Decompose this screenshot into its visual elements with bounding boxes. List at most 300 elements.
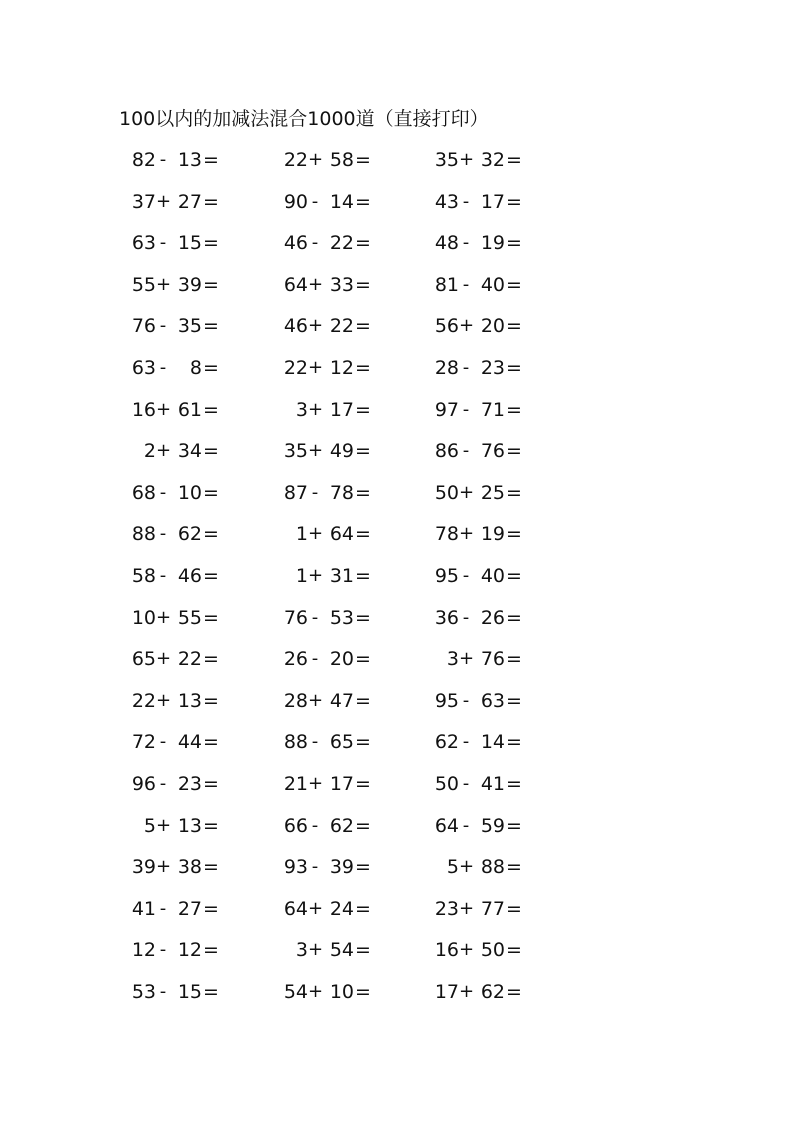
equals-sign: =: [203, 606, 219, 629]
arithmetic-problem: [266, 975, 416, 1009]
equals-sign: =: [203, 897, 219, 920]
second-operand: 59: [480, 814, 505, 837]
arithmetic-problem: [114, 143, 264, 177]
second-operand: 19: [480, 523, 505, 546]
second-operand: 17: [329, 398, 354, 421]
first-operand: 17: [434, 980, 459, 1003]
arithmetic-problem: [266, 559, 416, 593]
operator-sign: -: [311, 481, 319, 503]
equals-sign: =: [506, 856, 522, 879]
second-operand: 27: [177, 190, 202, 213]
first-operand: 48: [434, 232, 459, 255]
operator-sign: -: [462, 232, 470, 254]
equals-sign: =: [203, 315, 219, 338]
operator-sign: -: [462, 731, 470, 753]
arithmetic-problem: [114, 767, 264, 801]
second-operand: 33: [329, 273, 354, 296]
first-operand: 76: [283, 606, 308, 629]
operator-sign: +: [156, 606, 172, 628]
second-operand: 20: [480, 315, 505, 338]
arithmetic-problem: [266, 351, 416, 385]
first-operand: 22: [131, 689, 156, 712]
first-operand: 1: [295, 564, 308, 587]
operator-sign: -: [159, 149, 167, 170]
arithmetic-problem: [266, 476, 416, 510]
second-operand: 39: [177, 273, 202, 296]
arithmetic-problem: [417, 185, 567, 219]
equals-sign: =: [506, 939, 522, 962]
second-operand: 76: [480, 440, 505, 463]
problem-row: [114, 309, 534, 351]
equals-sign: =: [203, 232, 219, 255]
arithmetic-problem: [114, 684, 264, 718]
first-operand: 5: [143, 814, 156, 837]
arithmetic-problem: [114, 434, 264, 468]
arithmetic-problem: [417, 309, 567, 343]
first-operand: 54: [283, 980, 308, 1003]
second-operand: 27: [177, 897, 202, 920]
second-operand: 41: [480, 772, 505, 795]
first-operand: 41: [131, 897, 156, 920]
second-operand: 46: [177, 564, 202, 587]
operator-sign: -: [462, 564, 470, 586]
arithmetic-problem: [417, 559, 567, 593]
equals-sign: =: [355, 149, 371, 171]
first-operand: 35: [434, 149, 459, 171]
equals-sign: =: [355, 689, 371, 712]
operator-sign: -: [159, 939, 167, 961]
equals-sign: =: [506, 772, 522, 795]
equals-sign: =: [355, 731, 371, 754]
first-operand: 5: [446, 856, 459, 879]
first-operand: 63: [131, 356, 156, 379]
second-operand: 22: [329, 315, 354, 338]
equals-sign: =: [355, 481, 371, 504]
arithmetic-problem: [266, 309, 416, 343]
second-operand: 65: [329, 731, 354, 754]
second-operand: 13: [177, 814, 202, 837]
first-operand: 37: [131, 190, 156, 213]
first-operand: 28: [283, 689, 308, 712]
equals-sign: =: [355, 897, 371, 920]
equals-sign: =: [506, 440, 522, 463]
arithmetic-problem: [417, 226, 567, 260]
equals-sign: =: [355, 523, 371, 546]
equals-sign: =: [506, 481, 522, 504]
first-operand: 65: [131, 648, 156, 671]
problem-row: [114, 850, 534, 892]
operator-sign: +: [308, 523, 324, 545]
operator-sign: +: [308, 356, 324, 378]
equals-sign: =: [355, 440, 371, 463]
operator-sign: +: [156, 648, 172, 670]
equals-sign: =: [203, 440, 219, 463]
second-operand: 12: [177, 939, 202, 962]
operator-sign: +: [459, 980, 475, 1002]
arithmetic-problem: [417, 434, 567, 468]
problem-row: [114, 143, 534, 185]
equals-sign: =: [203, 149, 219, 171]
second-operand: 47: [329, 689, 354, 712]
arithmetic-problem: [266, 434, 416, 468]
first-operand: 58: [131, 564, 156, 587]
first-operand: 12: [131, 939, 156, 962]
first-operand: 50: [434, 772, 459, 795]
first-operand: 64: [283, 897, 308, 920]
second-operand: 38: [177, 856, 202, 879]
equals-sign: =: [355, 772, 371, 795]
equals-sign: =: [203, 190, 219, 213]
operator-sign: +: [459, 856, 475, 878]
arithmetic-problem: [114, 642, 264, 676]
second-operand: 22: [329, 232, 354, 255]
arithmetic-problem: [417, 393, 567, 427]
second-operand: 13: [177, 689, 202, 712]
first-operand: 63: [131, 232, 156, 255]
operator-sign: -: [159, 523, 167, 545]
arithmetic-problem: [417, 892, 567, 926]
equals-sign: =: [355, 856, 371, 879]
operator-sign: -: [311, 606, 319, 628]
second-operand: 64: [329, 523, 354, 546]
second-operand: 15: [177, 980, 202, 1003]
first-operand: 64: [283, 273, 308, 296]
second-operand: 24: [329, 897, 354, 920]
first-operand: 88: [283, 731, 308, 754]
second-operand: 23: [480, 356, 505, 379]
equals-sign: =: [355, 398, 371, 421]
arithmetic-problem: [417, 601, 567, 635]
first-operand: 62: [434, 731, 459, 754]
operator-sign: +: [156, 440, 172, 462]
second-operand: 35: [177, 315, 202, 338]
operator-sign: +: [308, 273, 324, 295]
second-operand: 58: [329, 149, 354, 171]
operator-sign: -: [462, 190, 470, 212]
first-operand: 43: [434, 190, 459, 213]
second-operand: 62: [329, 814, 354, 837]
equals-sign: =: [355, 190, 371, 213]
problem-row: [114, 975, 534, 1017]
arithmetic-problem: [266, 725, 416, 759]
equals-sign: =: [506, 689, 522, 712]
problem-row: [114, 559, 534, 601]
operator-sign: -: [159, 897, 167, 919]
second-operand: 49: [329, 440, 354, 463]
arithmetic-problem: [417, 143, 567, 177]
operator-sign: -: [159, 980, 167, 1002]
first-operand: 78: [434, 523, 459, 546]
second-operand: 14: [480, 731, 505, 754]
operator-sign: -: [462, 814, 470, 836]
equals-sign: =: [506, 897, 522, 920]
equals-sign: =: [203, 481, 219, 504]
operator-sign: -: [159, 481, 167, 503]
first-operand: 86: [434, 440, 459, 463]
arithmetic-problem: [417, 351, 567, 385]
operator-sign: +: [156, 190, 172, 212]
second-operand: 55: [177, 606, 202, 629]
first-operand: 76: [131, 315, 156, 338]
second-operand: 34: [177, 440, 202, 463]
second-operand: 14: [329, 190, 354, 213]
arithmetic-problem: [417, 684, 567, 718]
equals-sign: =: [355, 980, 371, 1003]
second-operand: 19: [480, 232, 505, 255]
second-operand: 32: [480, 149, 505, 171]
equals-sign: =: [506, 315, 522, 338]
second-operand: 50: [480, 939, 505, 962]
arithmetic-problem: [114, 601, 264, 635]
first-operand: 50: [434, 481, 459, 504]
equals-sign: =: [203, 856, 219, 879]
equals-sign: =: [506, 814, 522, 837]
operator-sign: +: [156, 689, 172, 711]
first-operand: 16: [131, 398, 156, 421]
arithmetic-problem: [114, 725, 264, 759]
equals-sign: =: [203, 939, 219, 962]
equals-sign: =: [506, 564, 522, 587]
arithmetic-problem: [266, 226, 416, 260]
problem-row: [114, 809, 534, 851]
equals-sign: =: [203, 731, 219, 754]
operator-sign: -: [311, 190, 319, 212]
first-operand: 95: [434, 564, 459, 587]
equals-sign: =: [355, 356, 371, 379]
equals-sign: =: [203, 523, 219, 546]
equals-sign: =: [506, 356, 522, 379]
equals-sign: =: [355, 648, 371, 671]
second-operand: 40: [480, 564, 505, 587]
operator-sign: +: [156, 856, 172, 878]
arithmetic-problem: [417, 975, 567, 1009]
second-operand: 61: [177, 398, 202, 421]
first-operand: 10: [131, 606, 156, 629]
arithmetic-problem: [417, 517, 567, 551]
first-operand: 3: [446, 648, 459, 671]
second-operand: 8: [189, 356, 202, 379]
equals-sign: =: [203, 648, 219, 671]
second-operand: 88: [480, 856, 505, 879]
equals-sign: =: [355, 273, 371, 296]
operator-sign: +: [156, 273, 172, 295]
problem-row: [114, 767, 534, 809]
operator-sign: +: [459, 897, 475, 919]
arithmetic-problem: [266, 892, 416, 926]
equals-sign: =: [506, 273, 522, 296]
equals-sign: =: [355, 814, 371, 837]
equals-sign: =: [203, 980, 219, 1003]
second-operand: 10: [177, 481, 202, 504]
operator-sign: +: [459, 315, 475, 337]
operator-sign: -: [159, 315, 167, 337]
equals-sign: =: [355, 564, 371, 587]
operator-sign: +: [308, 897, 324, 919]
second-operand: 76: [480, 648, 505, 671]
arithmetic-problem: [114, 309, 264, 343]
problem-row: [114, 517, 534, 559]
problem-row: [114, 476, 534, 518]
equals-sign: =: [506, 398, 522, 421]
arithmetic-problem: [114, 892, 264, 926]
problem-row: [114, 933, 534, 975]
second-operand: 12: [329, 356, 354, 379]
operator-sign: +: [308, 564, 324, 586]
operator-sign: +: [308, 939, 324, 961]
operator-sign: -: [311, 648, 319, 670]
arithmetic-problem: [266, 601, 416, 635]
operator-sign: -: [462, 689, 470, 711]
operator-sign: +: [308, 398, 324, 420]
operator-sign: +: [459, 939, 475, 961]
arithmetic-problem: [417, 767, 567, 801]
operator-sign: -: [311, 814, 319, 836]
second-operand: 13: [177, 149, 202, 171]
first-operand: 22: [283, 356, 308, 379]
equals-sign: =: [203, 398, 219, 421]
problem-row: [114, 393, 534, 435]
arithmetic-problem: [114, 975, 264, 1009]
first-operand: 1: [295, 523, 308, 546]
arithmetic-problem: [417, 642, 567, 676]
second-operand: 39: [329, 856, 354, 879]
operator-sign: +: [156, 398, 172, 420]
operator-sign: +: [156, 814, 172, 836]
arithmetic-problem: [114, 517, 264, 551]
problem-row: [114, 601, 534, 643]
first-operand: 90: [283, 190, 308, 213]
first-operand: 87: [283, 481, 308, 504]
arithmetic-problem: [114, 933, 264, 967]
first-operand: 16: [434, 939, 459, 962]
arithmetic-problem: [114, 393, 264, 427]
operator-sign: +: [308, 772, 324, 794]
equals-sign: =: [203, 273, 219, 296]
second-operand: 26: [480, 606, 505, 629]
second-operand: 22: [177, 648, 202, 671]
problem-row: [114, 642, 534, 684]
arithmetic-problem: [114, 185, 264, 219]
second-operand: 10: [329, 980, 354, 1003]
second-operand: 17: [329, 772, 354, 795]
arithmetic-problem: [266, 809, 416, 843]
second-operand: 62: [177, 523, 202, 546]
arithmetic-problem: [266, 767, 416, 801]
problem-row: [114, 268, 534, 310]
arithmetic-problem: [266, 850, 416, 884]
operator-sign: -: [159, 564, 167, 586]
second-operand: 54: [329, 939, 354, 962]
operator-sign: +: [308, 689, 324, 711]
operator-sign: -: [311, 856, 319, 878]
arithmetic-problem: [266, 684, 416, 718]
second-operand: 63: [480, 689, 505, 712]
equals-sign: =: [506, 606, 522, 629]
first-operand: 26: [283, 648, 308, 671]
problem-row: [114, 226, 534, 268]
first-operand: 66: [283, 814, 308, 837]
first-operand: 56: [434, 315, 459, 338]
arithmetic-problem: [266, 143, 416, 177]
arithmetic-problem: [417, 268, 567, 302]
problem-row: [114, 892, 534, 934]
arithmetic-problem: [266, 517, 416, 551]
first-operand: 82: [131, 149, 156, 171]
operator-sign: +: [308, 149, 324, 170]
equals-sign: =: [203, 814, 219, 837]
first-operand: 2: [143, 440, 156, 463]
equals-sign: =: [355, 232, 371, 255]
first-operand: 46: [283, 232, 308, 255]
first-operand: 46: [283, 315, 308, 338]
operator-sign: +: [308, 980, 324, 1002]
arithmetic-problem: [266, 393, 416, 427]
first-operand: 55: [131, 273, 156, 296]
operator-sign: -: [311, 731, 319, 753]
arithmetic-problem: [417, 933, 567, 967]
equals-sign: =: [203, 689, 219, 712]
arithmetic-problem: [266, 185, 416, 219]
second-operand: 17: [480, 190, 505, 213]
operator-sign: -: [159, 356, 167, 378]
first-operand: 23: [434, 897, 459, 920]
operator-sign: -: [462, 398, 470, 420]
first-operand: 95: [434, 689, 459, 712]
first-operand: 93: [283, 856, 308, 879]
operator-sign: +: [308, 315, 324, 337]
equals-sign: =: [203, 772, 219, 795]
second-operand: 53: [329, 606, 354, 629]
operator-sign: +: [459, 481, 475, 503]
first-operand: 36: [434, 606, 459, 629]
first-operand: 3: [295, 939, 308, 962]
operator-sign: +: [459, 523, 475, 545]
arithmetic-problem: [114, 226, 264, 260]
first-operand: 53: [131, 980, 156, 1003]
equals-sign: =: [355, 606, 371, 629]
equals-sign: =: [506, 648, 522, 671]
operator-sign: +: [459, 648, 475, 670]
first-operand: 3: [295, 398, 308, 421]
problem-row: [114, 725, 534, 767]
operator-sign: -: [159, 731, 167, 753]
arithmetic-problem: [417, 476, 567, 510]
second-operand: 25: [480, 481, 505, 504]
first-operand: 97: [434, 398, 459, 421]
operator-sign: -: [159, 772, 167, 794]
operator-sign: -: [159, 232, 167, 254]
arithmetic-problem: [114, 850, 264, 884]
second-operand: 77: [480, 897, 505, 920]
arithmetic-problem: [417, 809, 567, 843]
second-operand: 23: [177, 772, 202, 795]
equals-sign: =: [506, 149, 522, 171]
first-operand: 81: [434, 273, 459, 296]
operator-sign: +: [308, 440, 324, 462]
first-operand: 39: [131, 856, 156, 879]
problem-row: [114, 684, 534, 726]
second-operand: 71: [480, 398, 505, 421]
first-operand: 88: [131, 523, 156, 546]
first-operand: 21: [283, 772, 308, 795]
second-operand: 44: [177, 731, 202, 754]
arithmetic-problem: [114, 809, 264, 843]
second-operand: 78: [329, 481, 354, 504]
first-operand: 72: [131, 731, 156, 754]
second-operand: 15: [177, 232, 202, 255]
equals-sign: =: [506, 232, 522, 255]
problem-row: [114, 351, 534, 393]
